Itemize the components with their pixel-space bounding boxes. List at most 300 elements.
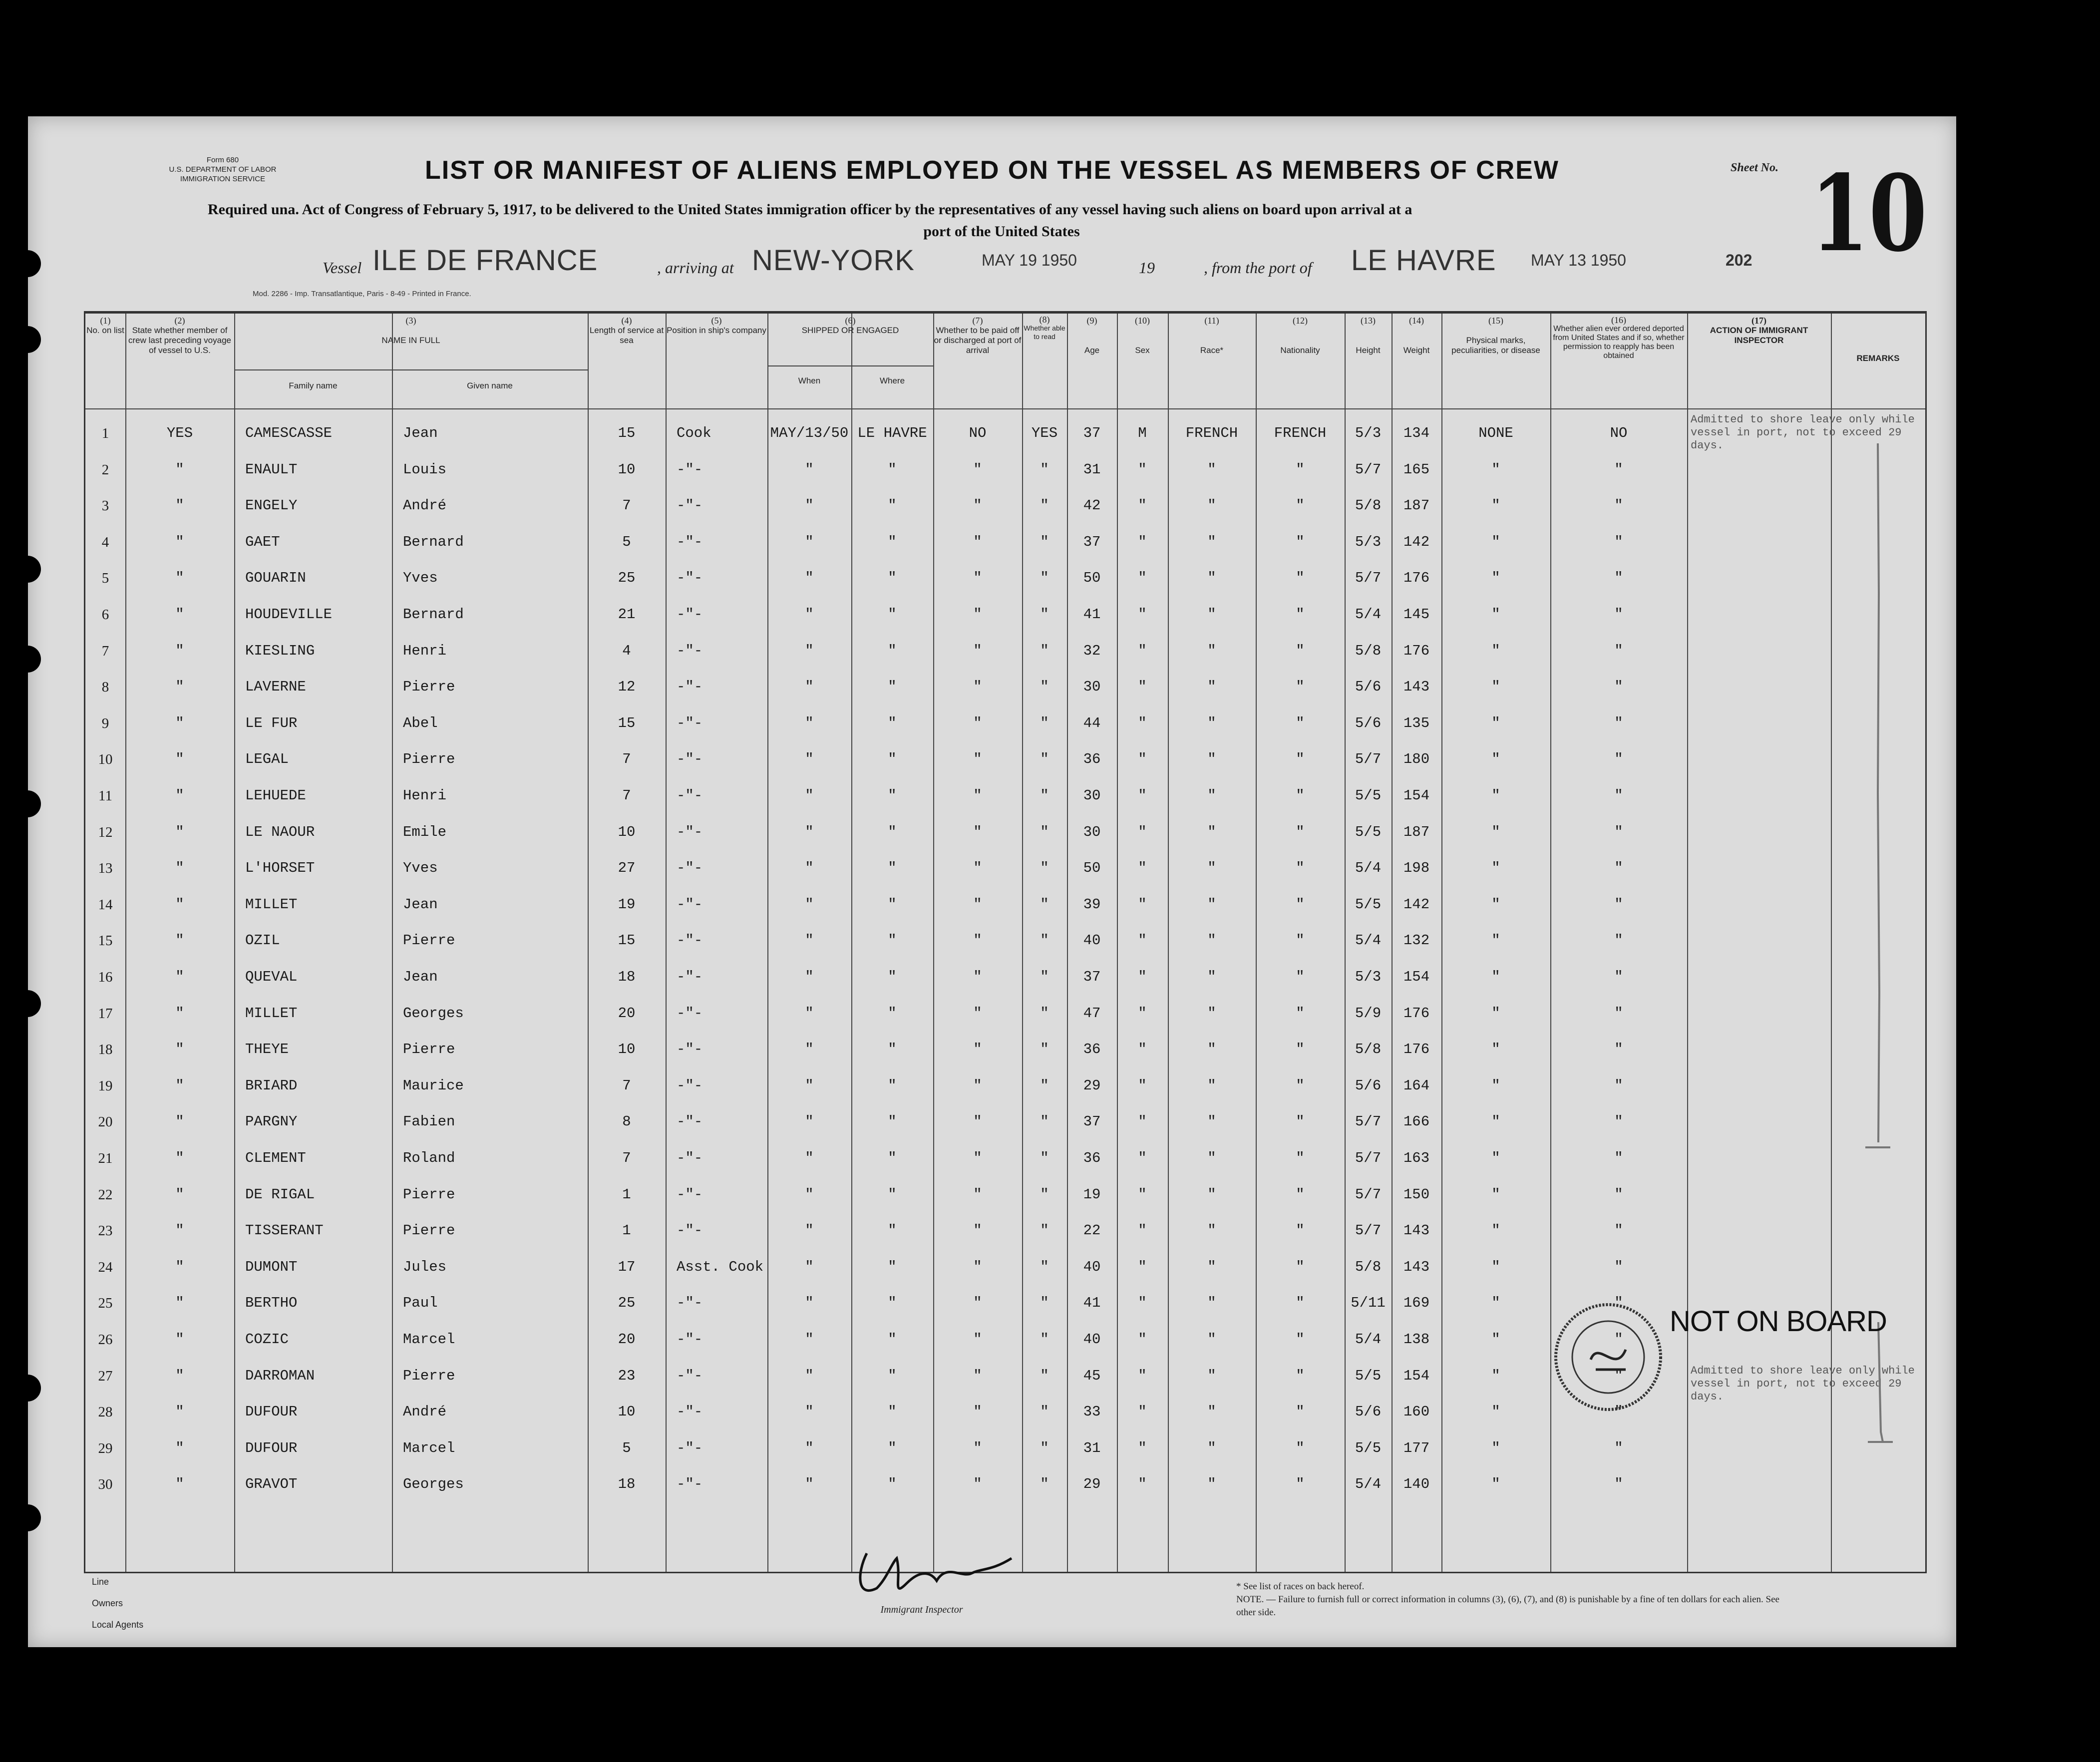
cell-marks: " xyxy=(1491,1476,1500,1493)
cell-when: " xyxy=(805,642,814,659)
cell-nat: " xyxy=(1296,1258,1305,1275)
cell-when: " xyxy=(805,1222,814,1239)
cell-sex: " xyxy=(1138,570,1147,587)
cell-nat: " xyxy=(1296,1476,1305,1493)
cell-race: " xyxy=(1207,1439,1216,1456)
header-text: Height xyxy=(1356,346,1381,355)
cell-weight: 163 xyxy=(1403,1150,1430,1166)
cell-height: 5/7 xyxy=(1355,1113,1382,1130)
header-text: NAME IN FULL xyxy=(381,336,440,345)
manifest-sheet xyxy=(28,116,1956,1647)
cell-marks: " xyxy=(1491,969,1500,985)
cell-where: " xyxy=(888,1077,897,1094)
cell-prev: " xyxy=(175,969,184,985)
document-title: LIST OR MANIFEST OF ALIENS EMPLOYED ON THE VESSEL AS MEMBERS OF CREW xyxy=(425,156,1559,185)
binder-hole xyxy=(14,646,41,673)
cell-no: 28 xyxy=(98,1404,113,1420)
cell-marks: " xyxy=(1491,1041,1500,1058)
cell-service: 12 xyxy=(618,679,636,696)
cell-nat: " xyxy=(1296,642,1305,659)
table-row xyxy=(85,1258,1925,1294)
cell-when: " xyxy=(805,1041,814,1058)
cell-paid: " xyxy=(973,1222,982,1239)
cell-where: " xyxy=(888,1476,897,1493)
cell-deported: " xyxy=(1614,1439,1623,1456)
header-num: (13) xyxy=(1361,316,1376,326)
cell-marks: " xyxy=(1491,1439,1500,1456)
cell-when: " xyxy=(805,714,814,731)
cell-given: Pierre xyxy=(403,1367,455,1384)
cell-sex: " xyxy=(1138,1222,1147,1239)
header-num: (12) xyxy=(1293,316,1308,326)
cell-sex: " xyxy=(1138,642,1147,659)
table-row xyxy=(85,859,1925,895)
cell-age: 29 xyxy=(1083,1476,1101,1493)
cell-sex: " xyxy=(1138,1295,1147,1312)
cell-paid: " xyxy=(973,896,982,913)
cell-age: 19 xyxy=(1083,1186,1101,1203)
cell-when: " xyxy=(805,860,814,877)
cell-position: -"- xyxy=(677,932,703,949)
cell-weight: 198 xyxy=(1403,860,1430,877)
table-row xyxy=(85,1149,1925,1185)
form-number: Form 680 xyxy=(206,156,239,164)
cell-marks: " xyxy=(1491,896,1500,913)
cell-service: 10 xyxy=(618,823,636,840)
cell-sex: " xyxy=(1138,1113,1147,1130)
cell-race: " xyxy=(1207,1331,1216,1348)
cell-given: Emile xyxy=(403,823,447,840)
cell-given: André xyxy=(403,497,447,514)
cell-sex: " xyxy=(1138,533,1147,550)
cell-weight: 154 xyxy=(1403,1367,1430,1384)
cell-age: 36 xyxy=(1083,751,1101,768)
cell-where: " xyxy=(888,1041,897,1058)
cell-prev: " xyxy=(175,751,184,768)
cell-height: 5/5 xyxy=(1355,823,1382,840)
cell-family: BRIARD xyxy=(245,1077,298,1094)
cell-family: LEHUEDE xyxy=(245,787,306,804)
cell-deported: " xyxy=(1614,1186,1623,1203)
header-text: Whether able to read xyxy=(1024,324,1065,341)
cell-sex: " xyxy=(1138,714,1147,731)
cell-family: OZIL xyxy=(245,932,280,949)
cell-where: " xyxy=(888,570,897,587)
cell-position: -"- xyxy=(677,1113,703,1130)
cell-height: 5/8 xyxy=(1355,497,1382,514)
footer-agents-label: Local Agents xyxy=(92,1620,144,1630)
cell-prev: YES xyxy=(166,425,193,441)
cell-family: TISSERANT xyxy=(245,1222,324,1239)
cell-weight: 165 xyxy=(1403,461,1430,478)
cell-read: " xyxy=(1040,751,1049,768)
cell-height: 5/3 xyxy=(1355,425,1382,441)
cell-when: " xyxy=(805,1367,814,1384)
cell-weight: 143 xyxy=(1403,679,1430,696)
cell-marks: " xyxy=(1491,606,1500,623)
cell-weight: 143 xyxy=(1403,1222,1430,1239)
cell-marks: NONE xyxy=(1478,425,1513,441)
cell-weight: 176 xyxy=(1403,1041,1430,1058)
sheet-label: Sheet No. xyxy=(1731,161,1778,174)
cell-age: 50 xyxy=(1083,860,1101,877)
cell-weight: 150 xyxy=(1403,1186,1430,1203)
cell-given: Pierre xyxy=(403,1041,455,1058)
cell-marks: " xyxy=(1491,787,1500,804)
cell-paid: " xyxy=(973,1331,982,1348)
cell-deported: " xyxy=(1614,1222,1623,1239)
cell-height: 5/6 xyxy=(1355,1077,1382,1094)
vessel-label: Vessel xyxy=(323,259,362,277)
header-num: (5) xyxy=(711,316,722,326)
cell-read: " xyxy=(1040,1005,1049,1022)
cell-nat: " xyxy=(1296,1404,1305,1420)
cell-where: " xyxy=(888,823,897,840)
cell-position: -"- xyxy=(677,461,703,478)
cell-race: " xyxy=(1207,932,1216,949)
cell-where: LE HAVRE xyxy=(857,425,927,441)
cell-given: Pierre xyxy=(403,679,455,696)
table-row xyxy=(85,1113,1925,1149)
cell-where: " xyxy=(888,1295,897,1312)
table-row xyxy=(85,1475,1925,1511)
cell-position: -"- xyxy=(677,787,703,804)
cell-paid: " xyxy=(973,787,982,804)
cell-nat: " xyxy=(1296,1005,1305,1022)
cell-prev: " xyxy=(175,714,184,731)
table-row xyxy=(85,678,1925,714)
cell-race: " xyxy=(1207,1404,1216,1420)
cell-height: 5/7 xyxy=(1355,1222,1382,1239)
header-text: Whether alien ever ordered deported from United States and if so, whether permission to reapply has been obtained xyxy=(1553,325,1685,360)
cell-nat: " xyxy=(1296,932,1305,949)
cell-where: " xyxy=(888,1113,897,1130)
cell-age: 30 xyxy=(1083,679,1101,696)
cell-deported: " xyxy=(1614,1404,1623,1420)
cell-when: " xyxy=(805,461,814,478)
cell-family: CLEMENT xyxy=(245,1150,306,1166)
cell-family: L'HORSET xyxy=(245,860,315,877)
cell-no: 5 xyxy=(101,570,109,587)
cell-position: -"- xyxy=(677,497,703,514)
cell-race: " xyxy=(1207,1258,1216,1275)
header-num: (6) xyxy=(845,316,856,326)
cell-given: Yves xyxy=(403,570,438,587)
cell-age: 41 xyxy=(1083,606,1101,623)
cell-weight: 160 xyxy=(1403,1404,1430,1420)
cell-position: -"- xyxy=(677,1041,703,1058)
header-num: (3) xyxy=(405,316,416,326)
cell-when: " xyxy=(805,679,814,696)
header-text: Sex xyxy=(1135,346,1150,355)
cell-race: " xyxy=(1207,606,1216,623)
table-row xyxy=(85,497,1925,533)
cell-read: " xyxy=(1040,896,1049,913)
cell-marks: " xyxy=(1491,679,1500,696)
cell-when: " xyxy=(805,896,814,913)
cell-read: " xyxy=(1040,461,1049,478)
cell-given: Bernard xyxy=(403,606,464,623)
cell-paid: " xyxy=(973,1113,982,1130)
header-num: (4) xyxy=(621,316,632,326)
penalty-note: NOTE. — Failure to furnish full or correct information in columns (3), (6), (7), and (8) is punishable by a fine of ten dollars for each alien. See other side. xyxy=(1236,1594,1779,1618)
remark-bracket-line xyxy=(1863,443,1893,1447)
cell-read: " xyxy=(1040,1258,1049,1275)
cell-given: Henri xyxy=(403,642,447,659)
cell-given: Maurice xyxy=(403,1077,464,1094)
cell-no: 23 xyxy=(98,1223,113,1239)
cell-paid: " xyxy=(973,1186,982,1203)
cell-no: 14 xyxy=(98,896,113,913)
cell-nat: " xyxy=(1296,533,1305,550)
cell-position: -"- xyxy=(677,642,703,659)
cell-sex: " xyxy=(1138,1258,1147,1275)
cell-prev: " xyxy=(175,1113,184,1130)
cell-race: " xyxy=(1207,787,1216,804)
cell-where: " xyxy=(888,1222,897,1239)
cell-prev: " xyxy=(175,860,184,877)
cell-nat: " xyxy=(1296,1222,1305,1239)
cell-nat: " xyxy=(1296,679,1305,696)
cell-prev: " xyxy=(175,932,184,949)
cell-race: " xyxy=(1207,1150,1216,1166)
cell-sex: " xyxy=(1138,497,1147,514)
cell-when: " xyxy=(805,787,814,804)
cell-height: 5/8 xyxy=(1355,1041,1382,1058)
header-col-10 xyxy=(1117,316,1168,355)
cell-position: -"- xyxy=(677,1331,703,1348)
cell-read: " xyxy=(1040,1113,1049,1130)
cell-race: " xyxy=(1207,1367,1216,1384)
cell-position: -"- xyxy=(677,533,703,550)
cell-sex: " xyxy=(1138,969,1147,985)
cell-paid: " xyxy=(973,1439,982,1456)
cell-position: -"- xyxy=(677,1404,703,1420)
cell-given: Roland xyxy=(403,1150,455,1166)
cell-service: 1 xyxy=(622,1222,631,1239)
cell-service: 15 xyxy=(618,714,636,731)
cell-height: 5/5 xyxy=(1355,1439,1382,1456)
cell-where: " xyxy=(888,751,897,768)
cell-weight: 138 xyxy=(1403,1331,1430,1348)
cell-height: 5/6 xyxy=(1355,679,1382,696)
cell-prev: " xyxy=(175,1077,184,1094)
header-col-17 xyxy=(1687,316,1831,346)
cell-marks: " xyxy=(1491,1186,1500,1203)
table-row xyxy=(85,787,1925,823)
cell-given: Pierre xyxy=(403,932,455,949)
cell-age: 31 xyxy=(1083,461,1101,478)
cell-weight: 169 xyxy=(1403,1295,1430,1312)
cell-where: " xyxy=(888,1439,897,1456)
cell-given: Paul xyxy=(403,1295,438,1312)
cell-when: " xyxy=(805,570,814,587)
cell-no: 1 xyxy=(101,425,109,441)
cell-service: 7 xyxy=(622,1150,631,1166)
cell-marks: " xyxy=(1491,823,1500,840)
cell-given: Marcel xyxy=(403,1331,455,1348)
cell-age: 36 xyxy=(1083,1150,1101,1166)
cell-paid: " xyxy=(973,461,982,478)
cell-service: 15 xyxy=(618,425,636,441)
cell-family: DE RIGAL xyxy=(245,1186,315,1203)
cell-when: " xyxy=(805,606,814,623)
cell-no: 19 xyxy=(98,1077,113,1094)
cell-read: " xyxy=(1040,787,1049,804)
binder-hole xyxy=(14,790,41,817)
cell-paid: " xyxy=(973,823,982,840)
binder-hole xyxy=(14,326,41,353)
cell-height: 5/4 xyxy=(1355,1476,1382,1493)
cell-sex: " xyxy=(1138,896,1147,913)
header-col-7 xyxy=(933,316,1022,355)
cell-marks: " xyxy=(1491,932,1500,949)
cell-nat: " xyxy=(1296,1295,1305,1312)
cell-read: " xyxy=(1040,714,1049,731)
cell-family: GAET xyxy=(245,533,280,550)
cell-marks: " xyxy=(1491,1222,1500,1239)
departure-port: LE HAVRE xyxy=(1351,244,1496,277)
cell-service: 19 xyxy=(618,896,636,913)
cell-height: 5/9 xyxy=(1355,1005,1382,1022)
footer-note xyxy=(1236,1580,1785,1619)
cell-sex: " xyxy=(1138,1005,1147,1022)
cell-no: 11 xyxy=(98,788,112,804)
cell-read: " xyxy=(1040,860,1049,877)
cell-family: LAVERNE xyxy=(245,679,306,696)
cell-weight: 166 xyxy=(1403,1113,1430,1130)
cell-position: -"- xyxy=(677,1476,703,1493)
cell-position: -"- xyxy=(677,679,703,696)
year-label: 19 xyxy=(1139,259,1155,277)
cell-deported: " xyxy=(1614,1258,1623,1275)
cell-read: " xyxy=(1040,642,1049,659)
cell-where: " xyxy=(888,1150,897,1166)
cell-family: LE FUR xyxy=(245,714,298,731)
header-col-3 xyxy=(234,316,588,346)
cell-marks: " xyxy=(1491,1113,1500,1130)
cell-no: 25 xyxy=(98,1295,113,1312)
cell-sex: " xyxy=(1138,1150,1147,1166)
header-col-14 xyxy=(1392,316,1441,355)
cell-height: 5/7 xyxy=(1355,461,1382,478)
department-name: U.S. DEPARTMENT OF LABOR xyxy=(169,165,277,174)
cell-where: " xyxy=(888,497,897,514)
cell-paid: " xyxy=(973,714,982,731)
binder-hole xyxy=(14,556,41,583)
cell-deported: " xyxy=(1614,1041,1623,1058)
cell-race: " xyxy=(1207,714,1216,731)
header-num: (9) xyxy=(1086,316,1097,326)
cell-position: -"- xyxy=(677,1005,703,1022)
table-row xyxy=(85,968,1925,1004)
inspector-label: Immigrant Inspector xyxy=(880,1604,963,1615)
cell-when: " xyxy=(805,751,814,768)
header-col-2 xyxy=(125,316,234,355)
cell-position: -"- xyxy=(677,606,703,623)
cell-read: " xyxy=(1040,1186,1049,1203)
cell-family: QUEVAL xyxy=(245,969,298,985)
cell-given: Pierre xyxy=(403,1186,455,1203)
cell-paid: NO xyxy=(969,425,987,441)
cell-prev: " xyxy=(175,1439,184,1456)
binder-hole xyxy=(14,1504,41,1531)
cell-service: 1 xyxy=(622,1186,631,1203)
cell-sex: " xyxy=(1138,1404,1147,1420)
cell-sex: " xyxy=(1138,461,1147,478)
cell-when: " xyxy=(805,969,814,985)
cell-read: YES xyxy=(1031,425,1058,441)
cell-when: " xyxy=(805,1077,814,1094)
vessel-name: ILE DE FRANCE xyxy=(372,244,598,277)
footer-line-label: Line xyxy=(92,1577,109,1587)
header-num: (2) xyxy=(174,316,185,326)
cell-service: 7 xyxy=(622,787,631,804)
header-num: (17) xyxy=(1751,316,1766,326)
cell-nat: " xyxy=(1296,787,1305,804)
binder-hole xyxy=(14,250,41,277)
table-row xyxy=(85,714,1925,750)
cell-when: " xyxy=(805,1404,814,1420)
header-text: Race* xyxy=(1200,346,1224,355)
cell-deported: " xyxy=(1614,969,1623,985)
shipped-subheader-line xyxy=(767,365,933,366)
cell-age: 37 xyxy=(1083,1113,1101,1130)
cell-age: 29 xyxy=(1083,1077,1101,1094)
cell-height: 5/7 xyxy=(1355,570,1382,587)
cell-service: 7 xyxy=(622,751,631,768)
cell-marks: " xyxy=(1491,461,1500,478)
cell-no: 6 xyxy=(101,607,109,623)
cell-read: " xyxy=(1040,969,1049,985)
shore-leave-remark: Admitted to shore leave only while vessel in port, not to exceed 29 days. xyxy=(1691,413,1915,452)
when-header: When xyxy=(798,376,821,385)
cell-deported: " xyxy=(1614,1295,1623,1312)
cell-no: 22 xyxy=(98,1186,113,1203)
cell-when: " xyxy=(805,497,814,514)
cell-nat: " xyxy=(1296,1041,1305,1058)
header-text: Length of service at sea xyxy=(589,326,664,345)
cell-deported: " xyxy=(1614,1476,1623,1493)
header-text: SHIPPED OR ENGAGED xyxy=(801,326,899,335)
cell-prev: " xyxy=(175,1367,184,1384)
cell-deported: " xyxy=(1614,497,1623,514)
header-text: Whether to be paid off or discharged at port of arrival xyxy=(934,326,1022,355)
table-row xyxy=(85,932,1925,968)
inspector-signature xyxy=(847,1543,1027,1603)
from-label: , from the port of xyxy=(1204,259,1312,277)
header-text: ACTION OF IMMIGRANT INSPECTOR xyxy=(1710,326,1808,345)
cell-prev: " xyxy=(175,1041,184,1058)
cell-given: Pierre xyxy=(403,1222,455,1239)
cell-sex: " xyxy=(1138,932,1147,949)
header-text: No. on list xyxy=(86,326,124,335)
cell-weight: 132 xyxy=(1403,932,1430,949)
table-row xyxy=(85,461,1925,497)
cell-when: " xyxy=(805,823,814,840)
cell-deported: " xyxy=(1614,1331,1623,1348)
cell-paid: " xyxy=(973,1476,982,1493)
cell-weight: 145 xyxy=(1403,606,1430,623)
cell-where: " xyxy=(888,1186,897,1203)
cell-no: 18 xyxy=(98,1042,113,1058)
cell-height: 5/8 xyxy=(1355,642,1382,659)
cell-race: " xyxy=(1207,1113,1216,1130)
cell-deported: " xyxy=(1614,1367,1623,1384)
cell-family: DUFOUR xyxy=(245,1439,298,1456)
cell-where: " xyxy=(888,714,897,731)
cell-read: " xyxy=(1040,1150,1049,1166)
